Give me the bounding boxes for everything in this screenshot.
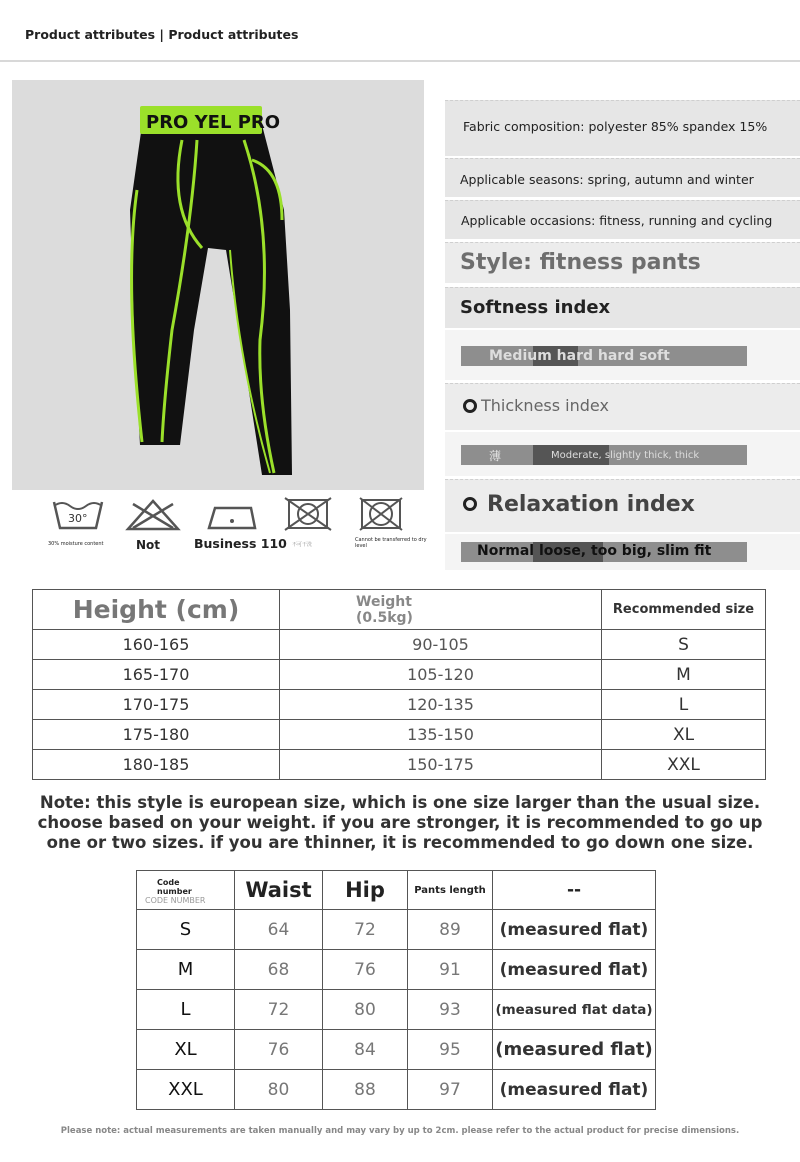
hip-cell: 84 (323, 1030, 408, 1070)
size-cell: M (602, 660, 766, 690)
bullet-icon (463, 497, 477, 511)
code-cell: XXL (137, 1070, 235, 1110)
care-label-1: 30% moisture content (48, 541, 104, 547)
softness-row (445, 287, 800, 328)
thickness-row (445, 383, 800, 430)
occasions-row (445, 200, 800, 239)
size-cell: S (602, 630, 766, 660)
notes-header: -- (493, 871, 656, 910)
waist-cell: 80 (235, 1070, 323, 1110)
svg-text:30°: 30° (68, 512, 88, 525)
leggings-illustration (12, 80, 424, 490)
height-cell: 180-185 (33, 750, 280, 780)
length-cell: 95 (408, 1030, 493, 1070)
table-row (137, 1070, 656, 1110)
height-cell: 170-175 (33, 690, 280, 720)
note-cell: (measured flat) (493, 950, 656, 990)
hip-cell: 72 (323, 910, 408, 950)
size-cell: XL (602, 720, 766, 750)
relaxation-title: Relaxation index (487, 492, 695, 517)
waist-cell: 64 (235, 910, 323, 950)
length-cell: 91 (408, 950, 493, 990)
seasons-text: Applicable seasons: spring, autumn and winter (460, 172, 754, 187)
occasions-text: Applicable occasions: fitness, running and cycling (461, 213, 773, 228)
code-cell: S (137, 910, 235, 950)
code-cell: M (137, 950, 235, 990)
care-label-2: Not (136, 538, 161, 552)
measurement-table (136, 870, 656, 1110)
table-row (33, 720, 766, 750)
code-cell: L (137, 990, 235, 1030)
size-note-line-3: one or two sizes. if you are thinner, it is recommended to go down one size. (46, 833, 754, 852)
note-cell: (measured flat) (493, 910, 656, 950)
height-cell: 165-170 (33, 660, 280, 690)
hip-cell: 80 (323, 990, 408, 1030)
note-cell: (measured flat) (493, 1030, 656, 1070)
thickness-scale-text: Moderate, slightly thick, thick (551, 450, 700, 461)
fabric-row (445, 100, 800, 156)
length-cell: 97 (408, 1070, 493, 1110)
size-cell: XXL (602, 750, 766, 780)
size-note-line-2: choose based on your weight. if you are stronger, it is recommended to go up (37, 813, 763, 832)
pants-length-header: Pants length (408, 871, 493, 910)
care-label-3: Business 110 (194, 536, 287, 551)
code-header: Code number CODE NUMBER (137, 871, 235, 910)
thickness-title: Thickness index (481, 396, 609, 415)
hip-header: Hip (323, 871, 408, 910)
thickness-left-label: 薄 (489, 449, 502, 463)
recommended-size-header: Recommended size (602, 590, 766, 630)
weight-cell: 120-135 (280, 690, 602, 720)
relaxation-scale-area (445, 534, 800, 570)
table-row (137, 910, 656, 950)
weight-cell: 150-175 (280, 750, 602, 780)
relaxation-scale-text: Normal loose, too big, slim fit (477, 543, 712, 559)
fabric-text: Fabric composition: polyester 85% spandex 15% (463, 119, 768, 134)
height-cell: 175-180 (33, 720, 280, 750)
weight-cell: 105-120 (280, 660, 602, 690)
table-row (137, 1030, 656, 1070)
note-cell: (measured flat data) (493, 990, 656, 1030)
table-row (33, 630, 766, 660)
product-image (12, 80, 424, 490)
table-row (33, 750, 766, 780)
waist-cell: 68 (235, 950, 323, 990)
height-header: Height (cm) (33, 590, 280, 630)
no-tumble-dry-icon (283, 496, 333, 536)
hip-cell: 76 (323, 950, 408, 990)
no-dry-clean-icon (356, 496, 406, 536)
table-row (137, 990, 656, 1030)
table-row (33, 690, 766, 720)
waist-cell: 72 (235, 990, 323, 1030)
height-cell: 160-165 (33, 630, 280, 660)
code-cell: XL (137, 1030, 235, 1070)
hip-cell: 88 (323, 1070, 408, 1110)
iron-icon (205, 498, 259, 536)
softness-scale-text: Medium hard hard soft (489, 348, 670, 364)
weight-cell: 90-105 (280, 630, 602, 660)
divider (0, 60, 800, 62)
size-note-line-1: Note: this style is european size, which is one size larger than the usual size. (39, 793, 761, 812)
softness-scale-area (445, 330, 800, 380)
note-cell: (measured flat) (493, 1070, 656, 1110)
style-row (445, 242, 800, 283)
bullet-icon (463, 399, 477, 413)
care-label-5: Cannot be transferred to dry level (355, 537, 427, 549)
table-row (33, 660, 766, 690)
seasons-row (445, 158, 800, 197)
table-row (137, 950, 656, 990)
table-header-row (33, 590, 766, 630)
waist-header: Waist (235, 871, 323, 910)
size-cell: L (602, 690, 766, 720)
length-cell: 93 (408, 990, 493, 1030)
waist-cell: 76 (235, 1030, 323, 1070)
thickness-scale-area (445, 432, 800, 476)
waistband-text: PRO YEL PRO (146, 112, 281, 133)
page-title: Product attributes | Product attributes (25, 27, 299, 42)
care-label-4: 不可干洗 (292, 542, 313, 548)
size-recommendation-table (32, 589, 766, 780)
weight-cell: 135-150 (280, 720, 602, 750)
footnote: Please note: actual measurements are taken manually and may vary by up to 2cm. please refer to the actual product for precise dimensions. (60, 1126, 740, 1136)
no-bleach-icon (125, 498, 181, 536)
table-header-row (137, 871, 656, 910)
length-cell: 89 (408, 910, 493, 950)
softness-title: Softness index (460, 297, 611, 318)
wash-30-icon (50, 498, 110, 532)
weight-header: Weight (0.5kg) (280, 590, 602, 630)
style-text: Style: fitness pants (460, 250, 701, 275)
relaxation-row (445, 479, 800, 532)
